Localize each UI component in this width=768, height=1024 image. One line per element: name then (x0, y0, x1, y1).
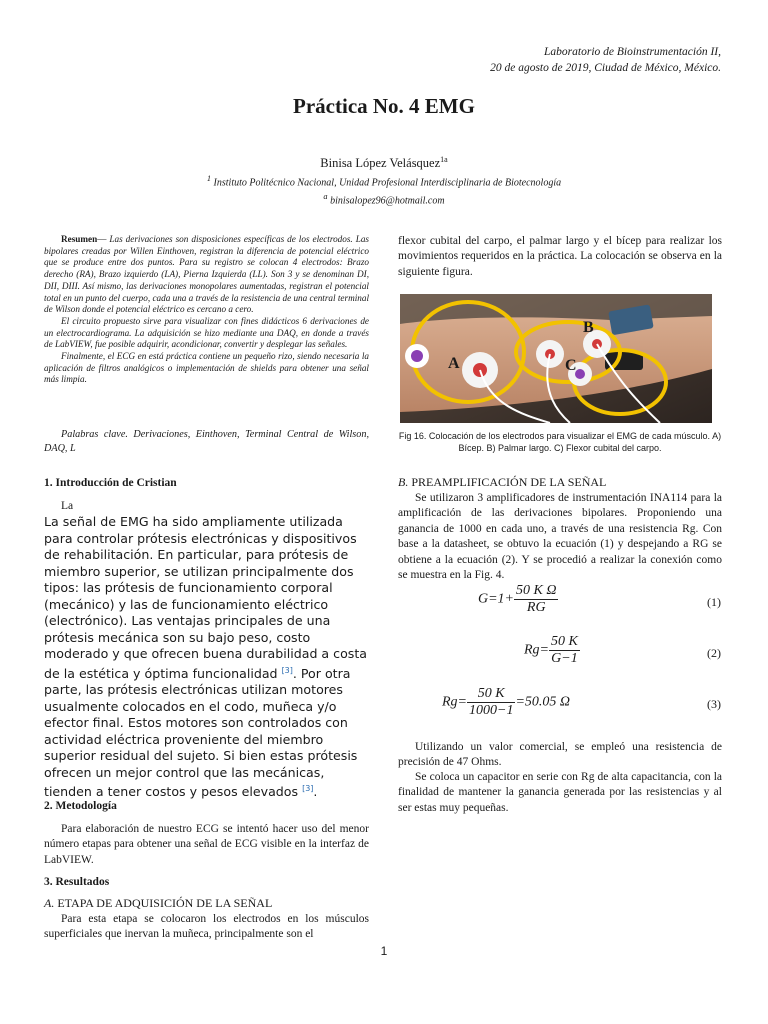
eq1-numerator: 50 K Ω (516, 583, 557, 598)
abstract-text-1: Las derivaciones son disposiciones específicas de los electrodos. Las bipolares creadas por Willen Einthoven, registran la diferencia de potencial eléctrico que se produce entre dos puntos. Para su registro se colocan 4 electrodos: Brazo derecho (RA), Brazo izquierdo (LA), Pierna Izquierda (LL). Son 3 y se denominan DI, DII, DIII. Así mismo, las derivaciones monopolares aumentadas, registran el potencial total en un punto del cuerpo, cada una a través de la resistencia de una central terminal de Wilson donde el potencial eléctrico es cercano a cero. (44, 234, 369, 315)
paper-title: Práctica No. 4 EMG (293, 94, 475, 118)
abstract-p3: Finalmente, el ECG en está práctica contiene un pequeño rizo, siendo necesaria la aplicación de filtros analógicos o implementación de shields para obtener una señal más limpia. (44, 351, 369, 385)
equation-3-number: (3) (707, 697, 721, 711)
subsection-a-letter: A. (44, 896, 55, 910)
eq2-fraction (549, 634, 580, 667)
affiliation (0, 172, 768, 209)
conference-header (490, 44, 721, 76)
subsection-b-title: PREAMPLIFICACIÓN DE LA SEÑAL (408, 475, 607, 489)
abstract-dash: — (97, 234, 110, 244)
eq3-fraction (467, 686, 515, 719)
after-equation-text-2: Se coloca un capacitor en serie con Rg de alta capacitancia, con la finalidad de mantener la ganancia generada por las resistencias y al ser estas muy pequeñas. (398, 771, 722, 814)
figure-caption: Fig 16. Colocación de los electrodos para visualizar el EMG de cada músculo. A) Bícep. B) Palmar largo. C) Flexor cubital del carpo. (398, 431, 722, 453)
citation-link-1[interactable]: [3] (281, 665, 293, 675)
affil-sup-2: a (323, 192, 328, 202)
subsection-a-heading (44, 896, 272, 911)
results-heading: 3. Resultados (44, 876, 110, 888)
abstract-label: Resumen (61, 234, 98, 244)
subsection-b-letter: B. (398, 475, 409, 489)
equation-2 (524, 634, 580, 667)
author-sup: 1a (440, 155, 448, 164)
eq3-lhs: Rg= (442, 694, 467, 710)
header-line-2: 20 de agosto de 2019, Ciudad de México, México. (490, 62, 721, 74)
eq1-denominator: RG (526, 600, 546, 615)
eq2-lhs: Rg= (524, 642, 549, 658)
method-text: Para elaboración de nuestro ECG se intentó hacer uso del menor número etapas para obtener una señal de ECG visible en la interfaz de LabVIEW. (44, 823, 369, 866)
abstract-p2: El circuito propuesto sirve para visualizar con fines didácticos 6 derivaciones de un electrocardiograma. La adquisición se hizo mediante una DAQ, en donde a través de LabVIEW, fue posible adquirir, acondicionar, convertir y desplegar las señales. (44, 315, 369, 350)
electrode-placement-photo (400, 294, 712, 423)
electrode-snap (411, 350, 423, 362)
eq2-numerator: 50 K (551, 634, 578, 649)
figure-label-b: B (583, 319, 594, 336)
figure-label-a: A (448, 355, 460, 372)
affil-email: binisalopez96@hotmail.com (327, 195, 445, 207)
photo-illustration (400, 294, 712, 423)
intro-text-a: La señal de EMG ha sido ampliamente utilizada para controlar prótesis electrónicas y dispositivos de rehabilitación. En particular, para prótesis de miembro superior, se utilizan principalmente dos tipos: las prótesis de funcionamiento corporal (mecánico) y las de funcionamiento eléctrico (electrónico). Las ventajas principales de una prótesis mecánica son su bajo peso, costo moderado y que ofrecen buena durabilidad a costa de la estética y óptima funcionalidad (44, 514, 368, 681)
after-equation-text-1: Utilizando un valor comercial, se empleó una resistencia de precisión de 47 Ohms. (398, 741, 722, 769)
keywords: Palabras clave. Derivaciones, Einthoven, Terminal Central de Wilson, DAQ, L (44, 429, 369, 454)
eq3-rhs: =50.05 Ω (515, 694, 571, 710)
intro-text-c: . (313, 784, 318, 800)
affil-institution: Instituto Politécnico Nacional, Unidad Profesional Interdisciplinaria de Biotecnología (211, 177, 562, 189)
abstract-p1 (44, 234, 369, 316)
right-column-continuation: flexor cubital del carpo, el palmar largo y el bícep para realizar los movimientos requeridos en la práctica. La colocación se observa en la siguiente figura. (398, 235, 722, 278)
eq3-numerator: 50 K (467, 686, 515, 703)
header-line-1: Laboratorio de Bioinstrumentación II, (544, 46, 721, 58)
page-number: 1 (380, 944, 388, 958)
eq1-lhs: G=1+ (478, 591, 515, 607)
eq2-denominator: G−1 (551, 651, 578, 666)
abstract (44, 234, 369, 386)
equation-1 (478, 583, 558, 616)
intro-text-b: . Por otra parte, las prótesis electrónicas utilizan motores usualmente colocados en el codo, muñeca y/o efector final. Estos motores son controlados con actividad eléctrica proveniente del miembro superior residual del sujeto. Si bien estas prótesis ofrecen un mejor control que las mecánicas, tienden a tener costos y pesos elevados (44, 665, 358, 800)
author (0, 155, 768, 171)
author-name: Binisa López Velásquez (320, 156, 441, 171)
eq3-denominator: 1000−1 (469, 703, 514, 718)
method-heading: 2. Metodología (44, 800, 117, 812)
equation-1-number: (1) (707, 595, 721, 609)
equation-2-number: (2) (707, 646, 721, 660)
equation-3 (442, 686, 570, 719)
citation-link-2[interactable]: [3] (302, 784, 314, 794)
subsection-b-text: Se utilizaron 3 amplificadores de instrumentación INA114 para la amplificación de las derivaciones bipolares. Proponiendo una ganancia de 1000 en cada uno, a través de una resistencia Rg. Con base a la datasheet, se obtuvo la ecuación (1) y despejando a RG se obtiene a la ecuación (2). Y se procedió a realizar la conexión como se muestra en la Fig. 4. (398, 492, 722, 582)
subsection-a-text: Para esta etapa se colocaron los electrodos en los músculos superficiales que inervan la muñeca, principalmente son el (44, 913, 369, 941)
subsection-b-heading (398, 475, 606, 490)
intro-heading: 1. Introducción de Cristian (44, 477, 177, 489)
subsection-a-title: ETAPA DE ADQUISICIÓN DE LA SEÑAL (54, 896, 273, 910)
affil-sup-1: 1 (206, 174, 212, 183)
intro-la: La (61, 500, 74, 512)
intro-paragraph (44, 514, 372, 801)
figure-label-c: C (565, 357, 577, 374)
eq1-fraction (514, 583, 558, 616)
